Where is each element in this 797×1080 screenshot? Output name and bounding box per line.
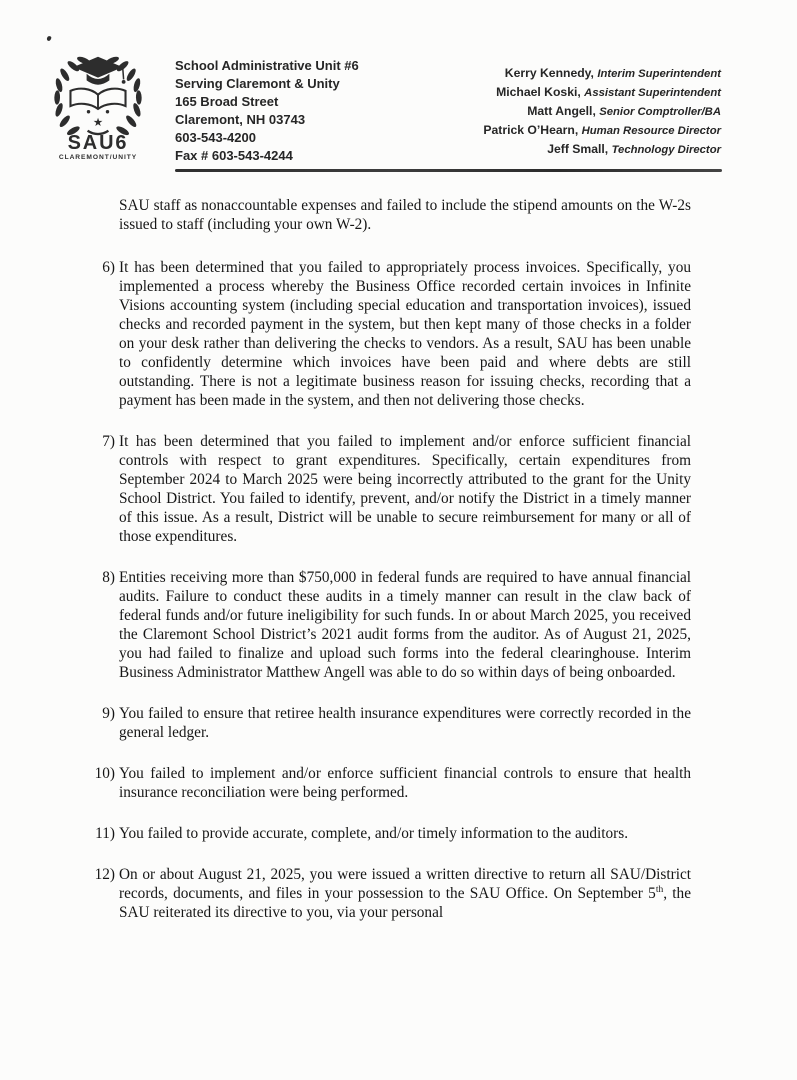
staff-name: Jeff Small, — [547, 142, 609, 156]
item-text-end: , the SAU reiterated its directive to you, via your personal — [119, 885, 691, 921]
item-number: 12) — [94, 866, 115, 883]
org-fax: Fax # 603-543-4244 — [175, 148, 293, 163]
staff-name: Kerry Kennedy, — [504, 66, 594, 80]
list-item-12 — [93, 865, 691, 922]
staff-title: Assistant Superintendent — [584, 87, 721, 99]
list-item-11 — [93, 824, 691, 843]
list-item-8 — [93, 568, 691, 682]
staff-entry — [483, 64, 721, 83]
staff-title: Technology Director — [611, 144, 721, 156]
item-text: Entities receiving more than $750,000 in federal funds are required to have annual financial audits. Failure to conduct these audits in a timely manner can result in the claw back of federal funds and/or future ineligibility for such funds. In or about March 2025, you received the Claremont School District’s 2021 audit forms from the auditor. As of August 21, 2025, you had failed to finalize and upload such forms into the federal clearinghouse. Interim Business Administrator Matthew Angell was able to do so within days of being onboarded. — [119, 569, 691, 681]
org-street: 165 Broad Street — [175, 94, 279, 109]
item-number: 6) — [102, 259, 115, 276]
item-text: You failed to implement and/or enforce sufficient financial controls to ensure that health insurance reconciliation were being performed. — [119, 765, 691, 801]
staff-entry — [483, 102, 721, 121]
crest-face — [87, 110, 109, 134]
item-number: 11) — [95, 825, 115, 842]
org-phone: 603-543-4200 — [175, 130, 256, 145]
list-item-10 — [93, 764, 691, 802]
letterhead-divider — [175, 169, 722, 172]
intro-paragraph: SAU staff as nonaccountable expenses and failed to include the stipend amounts on the W-2s issued to staff (including your own W-2). — [119, 197, 691, 233]
logo-acronym: SAU6 — [67, 131, 129, 154]
staff-title: Interim Superintendent — [597, 68, 721, 80]
sau6-crest — [41, 51, 155, 163]
scan-speck — [46, 35, 52, 41]
ordinal-superscript: th — [655, 884, 664, 895]
list-item-9 — [93, 704, 691, 742]
staff-entry — [483, 83, 721, 102]
staff-entry — [483, 121, 721, 140]
item-text: You failed to provide accurate, complete, and/or timely information to the auditors. — [119, 825, 629, 842]
staff-title: Human Resource Director — [581, 125, 721, 137]
item-number: 9) — [102, 705, 115, 722]
item-text: You failed to ensure that retiree health insurance expenditures were correctly recorded in the general ledger. — [119, 705, 691, 741]
item-text: It has been determined that you failed to implement and/or enforce sufficient financial controls with respect to grant expenditures. Specifically, certain expenditures from September 2024 to March 2025 were being incorrectly attributed to the grant for the Unity School District. You failed to identify, prevent, and/or notify the District in a timely manner of this issue. As a result, District will be unable to secure reimbursement for many or all of those expenditures. — [119, 433, 691, 545]
org-name: School Administrative Unit #6 — [175, 58, 359, 73]
list-item-7 — [93, 432, 691, 546]
item-number: 8) — [102, 569, 115, 586]
staff-name: Matt Angell, — [527, 104, 596, 118]
list-item-6 — [93, 258, 691, 410]
letter-body — [93, 196, 691, 944]
org-tagline: Serving Claremont & Unity — [175, 76, 340, 91]
org-city: Claremont, NH 03743 — [175, 112, 306, 127]
item-number: 10) — [94, 765, 115, 782]
org-address-block — [175, 57, 359, 165]
staff-title: Senior Comptroller/BA — [599, 106, 721, 118]
sau6-logo — [41, 51, 155, 163]
logo-subtitle: CLAREMONT/UNITY — [58, 154, 138, 162]
staff-entry — [483, 140, 721, 159]
item-text — [119, 865, 691, 922]
staff-list — [483, 64, 721, 159]
staff-name: Michael Koski, — [496, 85, 581, 99]
star-icon: ★ — [92, 116, 104, 129]
item-text: It has been determined that you failed to appropriately process invoices. Specifically, you implemented a process whereby the Business Office recorded certain invoices in Infinite Visions accounting system (including special education and transportation invoices), issued checks and recorded payment in the system, but then kept many of those checks in a folder on your desk rather than delivering the checks to vendors. As a result, SAU has been unable to confidently determine which invoices have been paid and where debts are still outstanding. There is not a legitimate business reason for issuing checks, recording that a payment has been made in the system, and then not delivering those checks. — [119, 259, 691, 409]
open-book-icon — [70, 89, 125, 109]
staff-name: Patrick O’Hearn, — [483, 123, 579, 137]
item-number: 7) — [102, 433, 115, 450]
item-text-start: On or about August 21, 2025, you were issued a written directive to return all SAU/District records, documents, and files in your possession to the SAU Office. On September 5 — [119, 866, 691, 902]
